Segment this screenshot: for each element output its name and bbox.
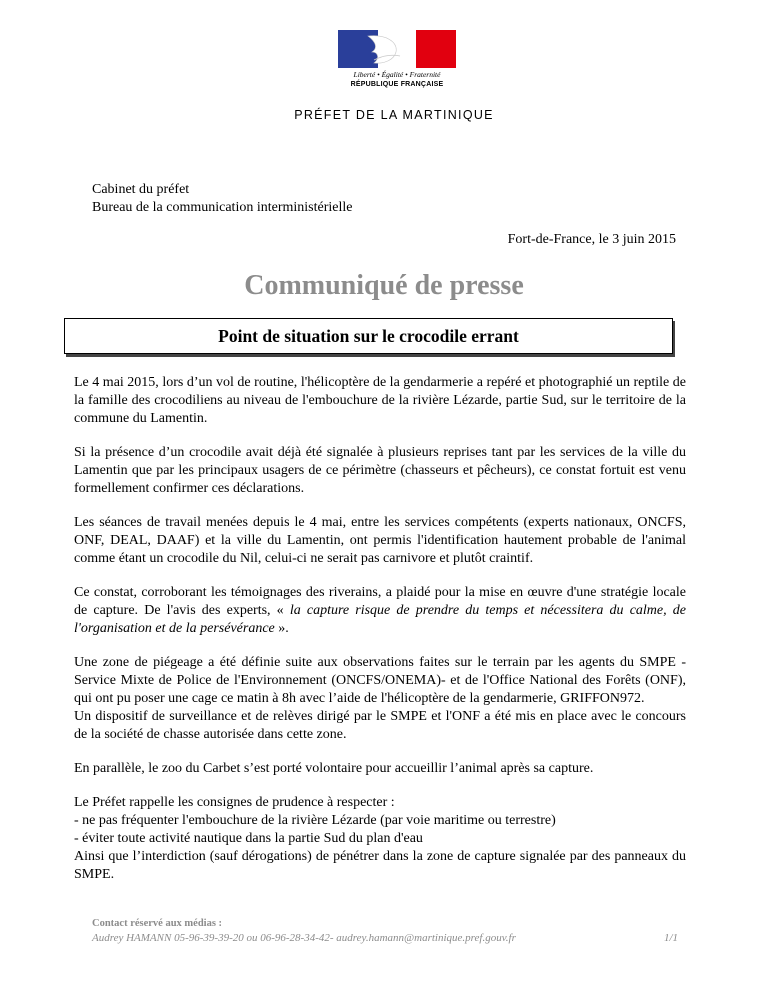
logo-caption — [320, 70, 474, 90]
paragraph-8 — [74, 794, 686, 884]
prefecture-name: PRÉFET DE LA MARTINIQUE — [294, 108, 494, 122]
document-title: Communiqué de presse — [244, 270, 524, 301]
instructions-intro: Le Préfet rappelle les consignes de prudence à respecter : — [74, 795, 395, 810]
paragraph-1: Le 4 mai 2015, lors d’un vol de routine, l'hélicoptère de la gendarmerie a repéré et photographié un reptile de la famille des crocodiliens au niveau de l'embouchure de la rivière Lézarde, partie Sud, sur le territoire de la commune du Lamentin. — [74, 375, 686, 426]
page-number: 1/1 — [663, 932, 678, 944]
sender-line-1: Cabinet du préfet — [92, 182, 190, 197]
media-contact-footer — [92, 917, 678, 945]
republic-name: RÉPUBLIQUE FRANÇAISE — [350, 81, 444, 88]
sender-line-2: Bureau de la communication interministérielle — [92, 200, 353, 215]
sender-block — [92, 181, 352, 217]
media-contact-details: Audrey HAMANN 05-96-39-39-20 ou 06-96-28-34-42- audrey.hamann@martinique.pref.gouv.fr — [92, 932, 516, 944]
instructions-end: Ainsi que l’interdiction (sauf dérogations) de pénétrer dans la zone de capture signalée par des panneaux du SMPE. — [74, 849, 686, 882]
republic-motto: Liberté • Égalité • Fraternité — [353, 70, 441, 79]
media-contact-label: Contact réservé aux médias : — [92, 918, 223, 929]
paragraph-2: Si la présence d’un crocodile avait déjà été signalée à plusieurs reprises tant par les services de la ville du Lamentin que par les principaux usagers de ce périmètre (chasseurs et pêcheurs), ce constat fortuit est venu formellement confirmer ces déclarations. — [74, 445, 686, 496]
paragraph-5: Une zone de piégeage a été définie suite aux observations faites sur le terrain par les agents du SMPE -Service Mixte de Police de l'Environnement (ONCFS/ONEMA)- et de l'Office National des Forêts (ONF), qui ont pu poser une cage ce matin à 8h avec l’aide de l'hélicoptère de la gendarmerie, GRIFFON972. — [74, 655, 686, 706]
paragraph-4 — [74, 584, 686, 638]
paragraph-4-start: Ce constat, corroborant les témoignages des riverains, a plaidé pour la mise en œuvre d'une stratégie locale de capture. De l'avis des experts, « — [74, 585, 686, 618]
instruction-item-2: - éviter toute activité nautique dans la partie Sud du plan d'eau — [74, 831, 423, 846]
document-date: Fort-de-France, le 3 juin 2015 — [507, 232, 676, 247]
paragraph-6: Un dispositif de surveillance et de relèves dirigé par le SMPE et l'ONF a été mis en place avec le concours de la société de chasse autorisée dans cette zone. — [74, 709, 686, 742]
document-body — [74, 374, 686, 900]
paragraph-4-end: ». — [274, 621, 289, 636]
subject-box — [64, 318, 673, 354]
expert-quote: la capture risque de prendre du temps et nécessitera du calme, de l'organisation et de la persévérance — [74, 603, 686, 636]
subject-text: Point de situation sur le crocodile errant — [218, 325, 519, 346]
paragraph-3: Les séances de travail menées depuis le 4 mai, entre les services compétents (experts nationaux, ONCFS, ONF, DEAL, DAAF) et la ville du Lamentin, ont permis l'identification hautement probable de l'animal comme étant un crocodile du Nil, celui-ci ne serait pas carnivore et plutôt craintif. — [74, 515, 686, 566]
marianne-emblem-icon — [338, 30, 456, 68]
paragraph-7: En parallèle, le zoo du Carbet s’est porté volontaire pour accueillir l’animal après sa capture. — [74, 761, 594, 776]
instruction-item-1: - ne pas fréquenter l'embouchure de la rivière Lézarde (par voie maritime ou terrestre) — [74, 813, 556, 828]
